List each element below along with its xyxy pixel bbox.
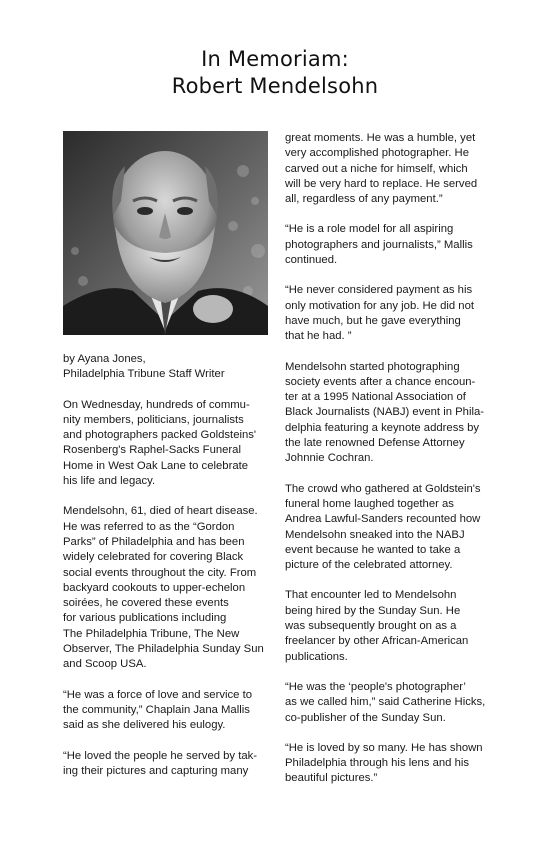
article-title: [0, 46, 550, 100]
paragraph: “He was the ‘people's photographer’ as we called him,” said Catherine Hicks, co-publisher of the Sunday Sun.: [285, 680, 486, 724]
paragraph: “He never considered payment as his only motivation for any job. He did not have much, but he gave everything that he had. ”: [285, 284, 475, 343]
paragraph: “He is loved by so many. He has shown Philadelphia through his lens and his beautiful pictures.”: [285, 741, 483, 785]
paragraph: That encounter led to Mendelsohn being hired by the Sunday Sun. He was subsequently brought on as a freelancer by other African-American publications.: [285, 589, 469, 663]
paragraph: “He is a role model for all aspiring photographers and journalists,” Mallis continued.: [285, 223, 473, 267]
byline: by Ayana Jones, Philadelphia Tribune Staff Writer: [63, 353, 225, 381]
paragraph: Mendelsohn started photographing society events after a chance encoun- ter at a 1995 National Association of Black Journalists (NABJ) event in Phila- delphia featuring a keynote address by the late renowned Defense Attorney Johnnie Cochran.: [285, 360, 485, 465]
paragraph: The crowd who gathered at Goldstein's funeral home laughed together as Andrea Lawful-Sanders recounted how Mendelsohn sneaked into the NABJ event because he wanted to take a picture of the celebrated attorney.: [285, 482, 481, 572]
paragraph: “He loved the people he served by tak- ing their pictures and capturing many: [63, 749, 258, 777]
column-right: [285, 131, 495, 802]
portrait-photo: [63, 131, 268, 335]
paragraph: “He was a force of love and service to the community,” Chaplain Jana Mallis said as she delivered his eulogy.: [63, 688, 252, 732]
title-line-1: In Memoriam:: [201, 47, 349, 71]
paragraph: Mendelsohn, 61, died of heart disease. He was referred to as the “Gordon Parks” of Philadelphia and has been widely celebrated for covering Black social events throughout the city. From backyard cookouts to upper-echelon soirées, he covered these events for various publications including The Philadelphia Tribune, The New Observer, The Philadelphia Sunday Sun and Scoop USA.: [63, 505, 264, 671]
paragraph: On Wednesday, hundreds of commu- nity members, politicians, journalists and photographers packed Goldsteins' Rosenberg's Raphel-Sacks Funeral Home in West Oak Lane to celebrate his life and legacy.: [63, 398, 257, 488]
title-line-2: Robert Mendelsohn: [171, 74, 379, 98]
column-left: [63, 352, 268, 794]
paragraph: great moments. He was a humble, yet very accomplished photographer. He carved out a niche for himself, which will be very hard to replace. He served all, regardless of any payment.”: [285, 132, 478, 206]
